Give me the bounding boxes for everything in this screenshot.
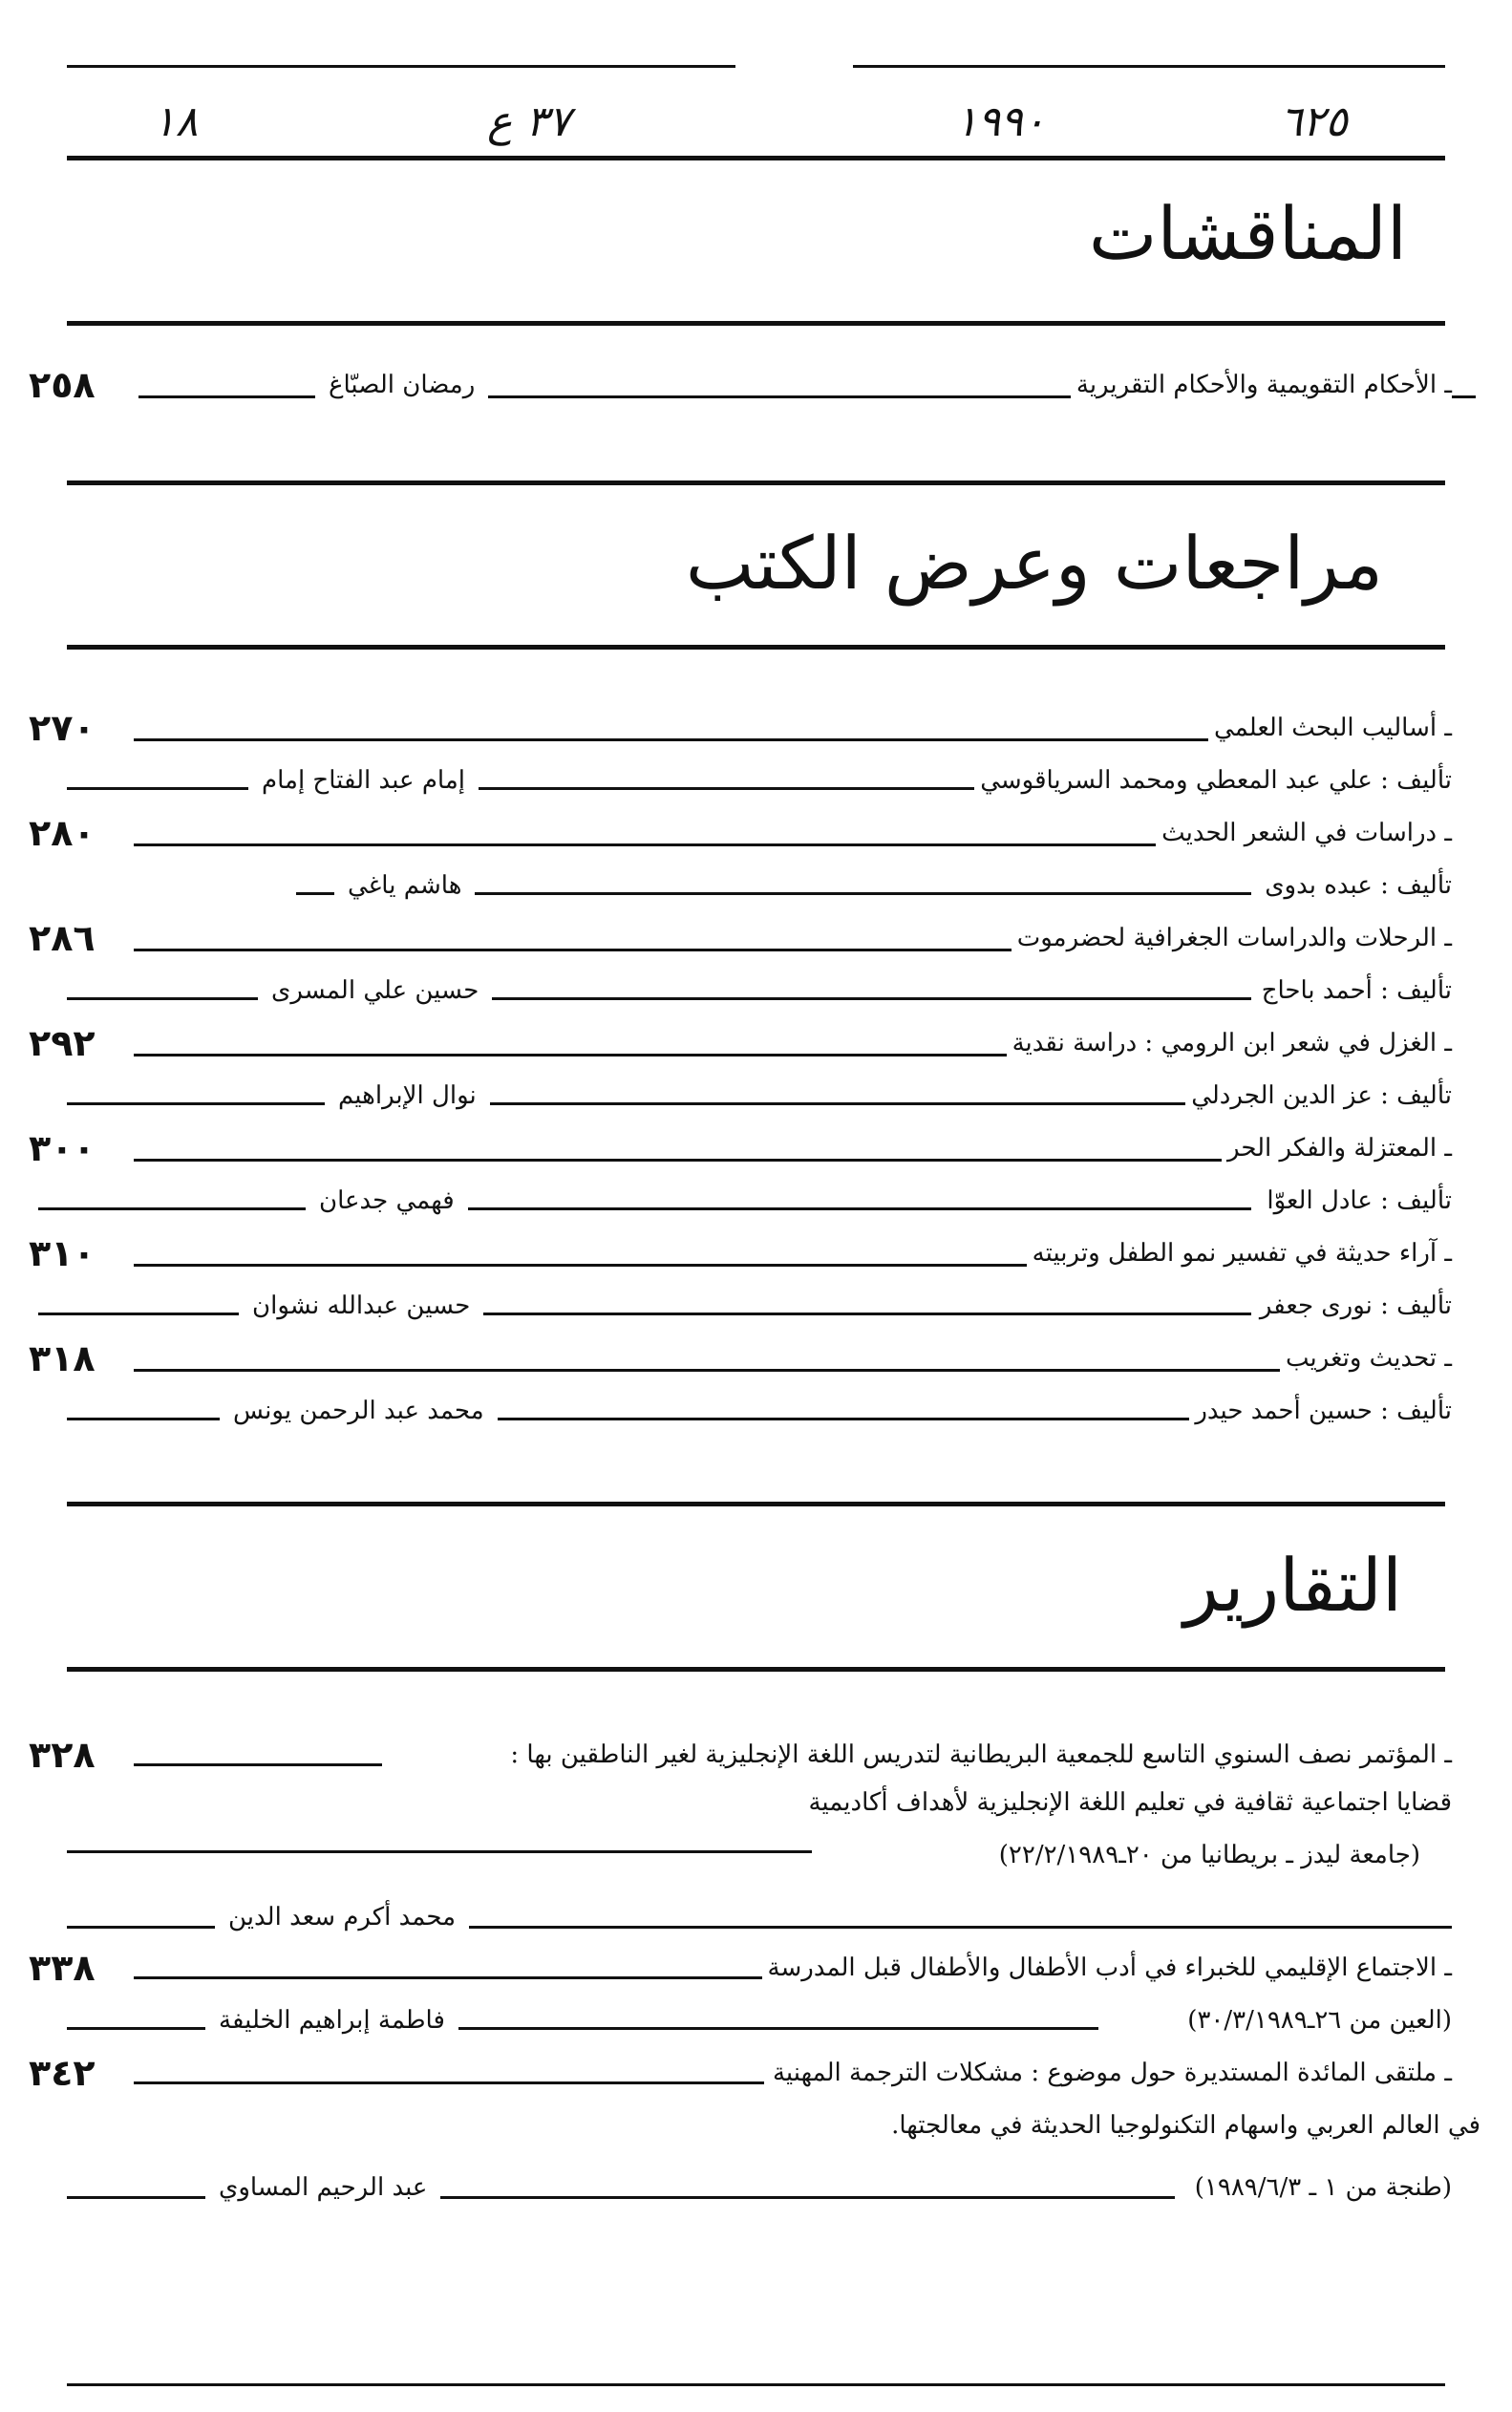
reports-top-rule (67, 1667, 1445, 1672)
review-title-row (29, 914, 1452, 962)
top-rule-right (853, 65, 1445, 68)
page-number: ٣٠٠ (29, 1127, 96, 1169)
report-reviewer-row (29, 1893, 1452, 1941)
reviewer-name: فهمي جدعان (306, 1177, 468, 1225)
handwritten-year: ١٩٩٠ (955, 97, 1046, 146)
report-title: ـ المؤتمر نصف السنوي التاسع للجمعية البريطانية لتدريس اللغة الإنجليزية لغير الناطقين بها : (504, 1731, 1452, 1779)
report-subtitle: قضايا اجتماعية ثقافية في تعليم اللغة الإنجليزية لأهداف أكاديمية (808, 1788, 1452, 1817)
section-heading-discussions: المناقشات (1088, 191, 1407, 276)
reviewer-name: فاطمة إبراهيم الخليفة (205, 1996, 458, 2044)
reviewer-name: حسين عبدالله نشوان (239, 1282, 483, 1330)
reviewer-name: رمضان الصبّاغ (315, 361, 488, 409)
page-number: ٢٧٠ (29, 707, 96, 749)
discussions-bottom-rule (67, 480, 1445, 485)
page-number: ٢٨٦ (29, 917, 96, 959)
top-rule-left (67, 65, 735, 68)
book-author: تأليف : نورى جعفر (1254, 1282, 1452, 1330)
leader-line (67, 997, 1251, 1000)
bottom-rule (67, 2383, 1445, 2386)
review-author-row (29, 1072, 1452, 1120)
report-title: ـ ملتقى المائدة المستديرة حول موضوع : مشكلات الترجمة المهنية (767, 2049, 1452, 2097)
leader-line (134, 1763, 382, 1766)
book-author: تأليف : أحمد باحاج (1256, 967, 1452, 1014)
handwritten-code: ٦٢٥ (1280, 97, 1348, 146)
reviewer-name: محمد عبد الرحمن يونس (220, 1387, 498, 1435)
report-row (29, 2049, 1452, 2097)
reviews-top-rule (67, 645, 1445, 650)
review-title-row (29, 1229, 1452, 1277)
book-author: تأليف : عادل العوّا (1261, 1177, 1452, 1225)
report-place-date: (العين من ٢٦ـ٣٠/٣/١٩٨٩) (1182, 1996, 1452, 2044)
report-place-date: (جامعة ليدز ـ بريطانيا من ٢٠ـ٢٢/٢/١٩٨٩) (993, 1831, 1420, 1879)
discussions-top-rule (67, 321, 1445, 326)
report-title: ـ الاجتماع الإقليمي للخبراء في أدب الأطفال والأطفال قبل المدرسة (762, 1944, 1452, 1992)
review-title-row (29, 704, 1452, 752)
leader-line (134, 1159, 1366, 1162)
book-title: ـ أساليب البحث العلمي (1208, 704, 1452, 752)
report-place-date: (طنجة من ١ ـ ١٩٨٩/٦/٣) (1189, 2164, 1452, 2211)
reviewer-name: نوال الإبراهيم (325, 1072, 490, 1120)
review-author-row (29, 1387, 1452, 1435)
page-number: ٢٨٠ (29, 812, 96, 854)
reviewer-name: إمام عبد الفتاح إمام (248, 757, 479, 804)
reviews-bottom-rule (67, 1502, 1445, 1506)
page-number: ٣١٠ (29, 1232, 96, 1274)
book-author: تأليف : حسين أحمد حيدر (1189, 1387, 1452, 1435)
report-place-row (29, 1831, 1452, 1879)
leader-line (134, 1369, 1366, 1372)
page-number: ٣٣٨ (29, 1947, 96, 1989)
report-place-row (29, 1996, 1452, 2044)
book-author: تأليف : عبده بدوى (1259, 862, 1452, 909)
report-place-row (29, 2164, 1452, 2211)
leader-line (67, 1850, 812, 1853)
book-title: ـ الغزل في شعر ابن الرومي : دراسة نقدية (1007, 1019, 1452, 1067)
article-title: ـ الأحكام التقويمية والأحكام التقريرية (1071, 361, 1452, 409)
handwritten-issue: ٣٧ ع (487, 97, 571, 146)
reviewer-name: محمد أكرم سعد الدين (215, 1893, 469, 1941)
book-title: ـ آراء حديثة في تفسير نمو الطفل وتربيته (1027, 1229, 1452, 1277)
review-author-row (29, 1282, 1452, 1330)
section-heading-reviews: مراجعات وعرض الكتب (685, 521, 1383, 606)
discussion-row (29, 361, 1452, 409)
book-author: تأليف : علي عبد المعطي ومحمد السرياقوسي (974, 757, 1452, 804)
book-title: ـ الرحلات والدراسات الجغرافية لحضرموت (1012, 914, 1452, 962)
page-number: ٣١٨ (29, 1337, 96, 1379)
book-title: ـ تحديث وتغريب (1280, 1334, 1452, 1382)
page-number: ٢٩٢ (29, 1022, 96, 1064)
reviewer-name: هاشم ياغي (334, 862, 475, 909)
page-number: ٢٥٨ (29, 364, 96, 406)
section-heading-reports: التقارير (1183, 1543, 1402, 1628)
book-title: ـ دراسات في الشعر الحديث (1156, 809, 1452, 857)
review-title-row (29, 1019, 1452, 1067)
review-author-row (29, 862, 1452, 909)
leader-line (134, 2081, 764, 2084)
review-title-row (29, 809, 1452, 857)
book-author: تأليف : عز الدين الجردلي (1185, 1072, 1452, 1120)
leader-line (67, 1102, 1251, 1105)
review-author-row (29, 757, 1452, 804)
review-author-row (29, 1177, 1452, 1225)
leader-line (38, 1313, 1251, 1315)
book-title: ـ المعتزلة والفكر الحر (1222, 1124, 1452, 1172)
leader-line (38, 1207, 1251, 1210)
leader-line (134, 1976, 764, 1979)
report-row (29, 1731, 1452, 1779)
page-number: ٣٤٢ (29, 2052, 96, 2094)
review-title-row (29, 1334, 1452, 1382)
page-number: ٣٢٨ (29, 1734, 96, 1776)
review-author-row (29, 967, 1452, 1014)
reviewer-name: حسين علي المسرى (258, 967, 492, 1014)
handwritten-volume: ١٨ (153, 97, 199, 146)
review-title-row (29, 1124, 1452, 1172)
report-subtitle: في العالم العربي واسهام التكنولوجيا الحديثة في معالجتها. (891, 2111, 1480, 2140)
report-row (29, 1944, 1452, 1992)
leader-line (134, 738, 1366, 741)
header-rule (67, 156, 1445, 160)
reviewer-name: عبد الرحيم المساوي (205, 2164, 440, 2211)
